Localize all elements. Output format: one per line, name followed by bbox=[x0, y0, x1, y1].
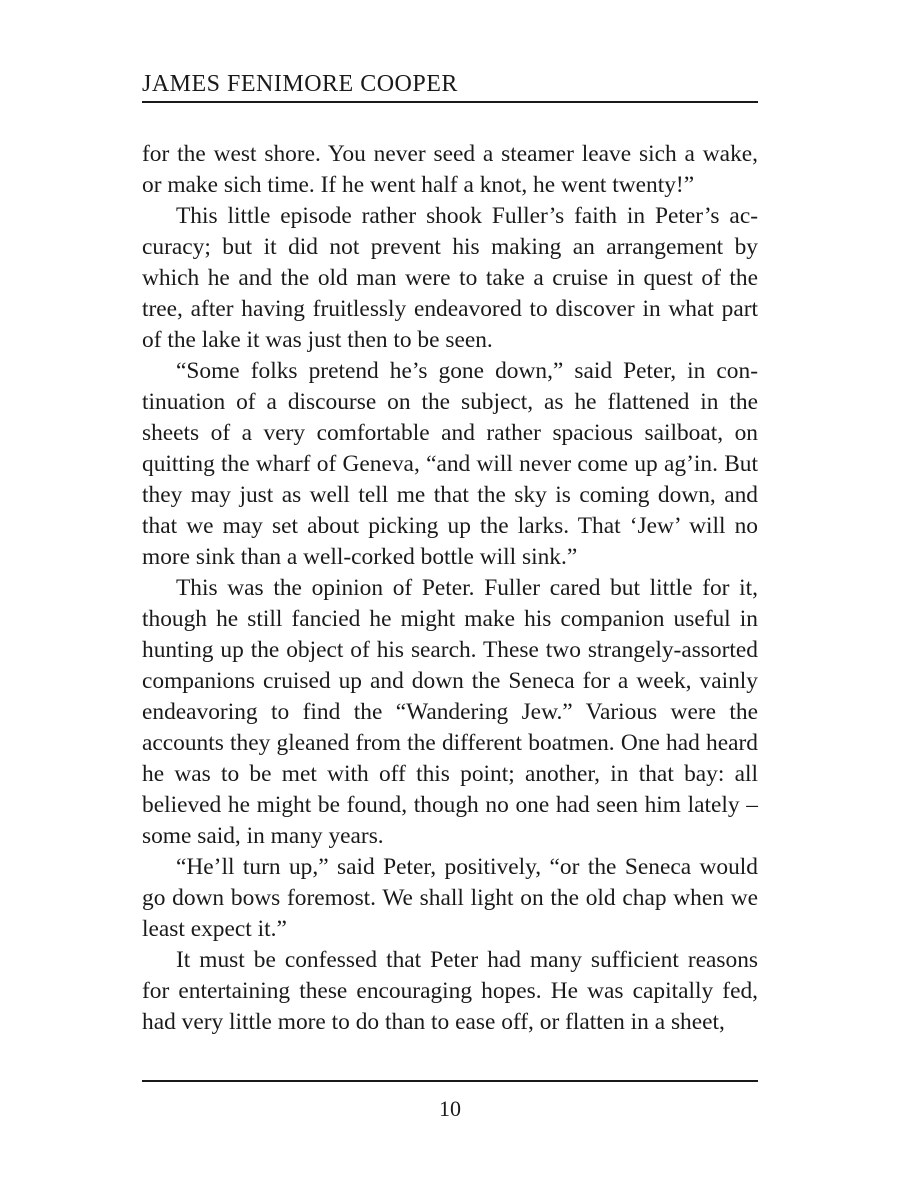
paragraph: It must be confessed that Peter had many sufficient reasons for entertaining these encouraging hopes. He was capitally fed, had very little more to do than to ease off, or flatten in a sheet, bbox=[142, 947, 758, 1035]
paragraph: This little episode rather shook Fuller’s faith in Peter’s accuracy; but it did not prevent his making an arrangement by which he and the old man were to take a cruise in quest of the tree, after having fruitlessly endeavored to discover in what part of the lake it was just then to be seen. bbox=[142, 203, 758, 353]
book-page bbox=[142, 0, 758, 1200]
header-rule bbox=[142, 101, 758, 103]
page-number: 10 bbox=[439, 1096, 461, 1121]
footer-rule bbox=[142, 1080, 758, 1082]
paragraph: This was the opinion of Peter. Fuller cared but little for it, though he still fancied he might make his companion useful in hunting up the object of his search. These two strangely-assorted companions cruised up and down the Seneca for a week, vainly endeavoring to find the “Wandering Jew.” Various were the accounts they gleaned from the different boatmen. One had heard he was to be met with off this point; another, in that bay: all believed he might be found, though no one had seen him lately – some said, in many years. bbox=[142, 575, 758, 849]
paragraph: for the west shore. You never seed a steamer leave sich a wake, or make sich time. If he went half a knot, he went twenty!” bbox=[142, 141, 758, 198]
running-head: JAMES FENIMORE COOPER bbox=[142, 71, 458, 97]
paragraph: “Some folks pretend he’s gone down,” said Peter, in continuation of a discourse on the subject, as he flattened in the sheets of a very comfortable and rather spacious sailboat, on quitting the wharf of Geneva, “and will never come up ag’in. But they may just as well tell me that the sky is coming down, and that we may set about picking up the larks. That ‘Jew’ will no more sink than a well-corked bottle will sink.” bbox=[142, 358, 758, 570]
body-text bbox=[142, 139, 758, 1038]
paragraph: “He’ll turn up,” said Peter, positively, “or the Seneca would go down bows foremost. We shall light on the old chap when we least expect it.” bbox=[142, 854, 758, 942]
